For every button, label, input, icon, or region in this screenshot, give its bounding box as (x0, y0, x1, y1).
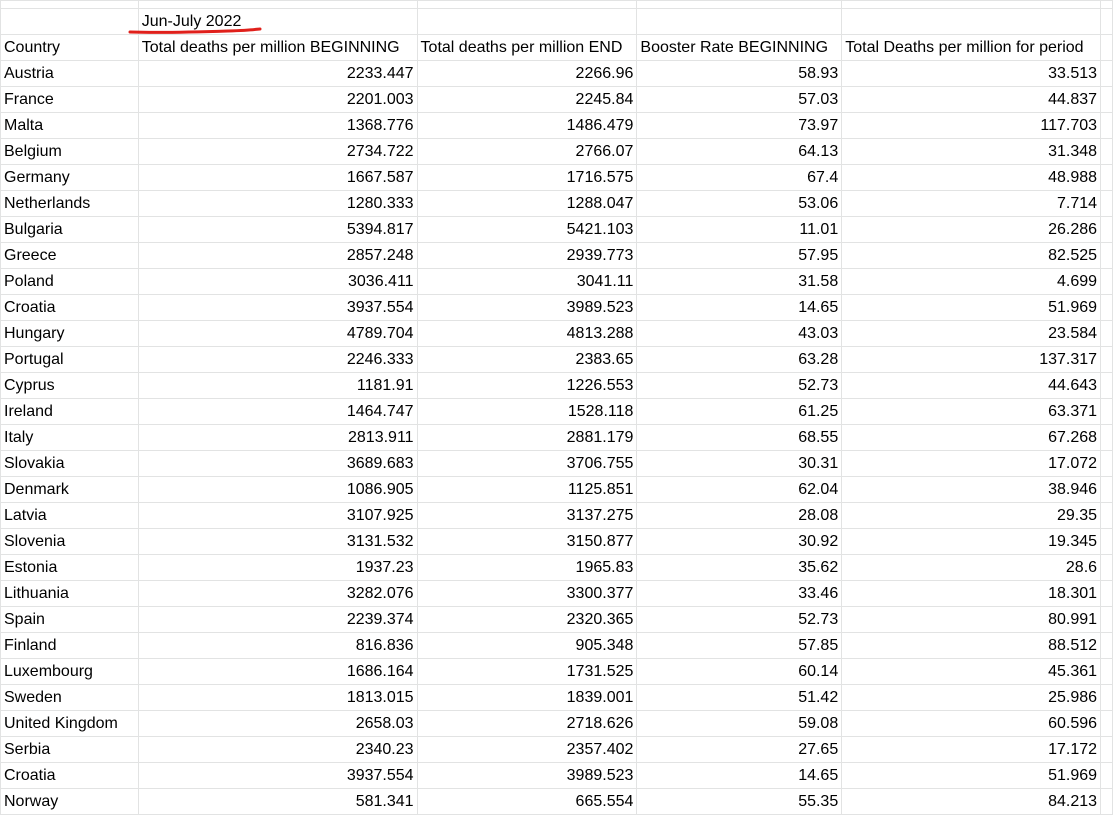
country-cell[interactable]: Luxembourg (1, 659, 139, 685)
value-cell[interactable]: 88.512 (842, 633, 1101, 659)
cell[interactable] (842, 1, 1101, 9)
value-cell[interactable]: 63.28 (637, 347, 842, 373)
country-cell[interactable]: Bulgaria (1, 217, 139, 243)
cell[interactable] (1101, 529, 1113, 555)
value-cell[interactable]: 55.35 (637, 789, 842, 815)
table-row (1, 139, 1113, 165)
value-cell[interactable]: 38.946 (842, 477, 1101, 503)
value-cell[interactable]: 2857.248 (138, 243, 417, 269)
value-cell[interactable]: 84.213 (842, 789, 1101, 815)
value-cell[interactable]: 17.072 (842, 451, 1101, 477)
value-cell[interactable]: 51.969 (842, 763, 1101, 789)
value-cell[interactable]: 3937.554 (138, 763, 417, 789)
value-cell[interactable]: 2939.773 (417, 243, 637, 269)
value-cell[interactable]: 5394.817 (138, 217, 417, 243)
value-cell[interactable]: 3107.925 (138, 503, 417, 529)
value-cell[interactable]: 18.301 (842, 581, 1101, 607)
table-row (1, 685, 1113, 711)
value-cell[interactable]: 57.85 (637, 633, 842, 659)
country-cell[interactable]: Poland (1, 269, 139, 295)
value-cell[interactable]: 82.525 (842, 243, 1101, 269)
country-cell[interactable]: Cyprus (1, 373, 139, 399)
cell[interactable] (1, 1, 139, 9)
country-cell[interactable]: Italy (1, 425, 139, 451)
value-cell[interactable]: 1813.015 (138, 685, 417, 711)
cell[interactable] (1101, 269, 1113, 295)
country-cell[interactable]: Croatia (1, 295, 139, 321)
value-cell[interactable]: 2766.07 (417, 139, 637, 165)
value-cell[interactable]: 52.73 (637, 373, 842, 399)
country-cell[interactable]: Slovenia (1, 529, 139, 555)
value-cell[interactable]: 1716.575 (417, 165, 637, 191)
table-row (1, 633, 1113, 659)
value-cell[interactable]: 581.341 (138, 789, 417, 815)
value-cell[interactable]: 905.348 (417, 633, 637, 659)
value-cell[interactable]: 816.836 (138, 633, 417, 659)
cell[interactable] (417, 1, 637, 9)
value-cell[interactable]: 3137.275 (417, 503, 637, 529)
value-cell[interactable]: 1280.333 (138, 191, 417, 217)
cell[interactable] (842, 9, 1101, 35)
value-cell[interactable]: 45.361 (842, 659, 1101, 685)
value-cell[interactable]: 19.345 (842, 529, 1101, 555)
country-cell[interactable]: Netherlands (1, 191, 139, 217)
country-cell[interactable]: Portugal (1, 347, 139, 373)
cell[interactable] (1101, 61, 1113, 87)
value-cell[interactable]: 2320.365 (417, 607, 637, 633)
cell[interactable] (1101, 295, 1113, 321)
cell[interactable] (1101, 607, 1113, 633)
value-cell[interactable]: 51.42 (637, 685, 842, 711)
value-cell[interactable]: 44.837 (842, 87, 1101, 113)
value-cell[interactable]: 51.969 (842, 295, 1101, 321)
cell[interactable] (1101, 581, 1113, 607)
cell[interactable] (417, 9, 637, 35)
cell[interactable] (1101, 1, 1113, 9)
country-cell[interactable]: Lithuania (1, 581, 139, 607)
value-cell[interactable]: 3989.523 (417, 763, 637, 789)
value-cell[interactable]: 1686.164 (138, 659, 417, 685)
value-cell[interactable]: 7.714 (842, 191, 1101, 217)
cell[interactable] (1101, 503, 1113, 529)
table-row (1, 243, 1113, 269)
value-cell[interactable]: 1226.553 (417, 373, 637, 399)
cell[interactable] (1101, 321, 1113, 347)
value-cell[interactable]: 17.172 (842, 737, 1101, 763)
cell[interactable] (1101, 425, 1113, 451)
value-cell[interactable]: 1288.047 (417, 191, 637, 217)
country-cell[interactable]: Serbia (1, 737, 139, 763)
cell[interactable] (1101, 399, 1113, 425)
period-row (1, 9, 1113, 35)
value-cell[interactable]: 28.08 (637, 503, 842, 529)
value-cell[interactable]: 1731.525 (417, 659, 637, 685)
value-cell[interactable]: 1464.747 (138, 399, 417, 425)
value-cell[interactable]: 2340.23 (138, 737, 417, 763)
value-cell[interactable]: 68.55 (637, 425, 842, 451)
table-row (1, 373, 1113, 399)
value-cell[interactable]: 2245.84 (417, 87, 637, 113)
value-cell[interactable]: 58.93 (637, 61, 842, 87)
country-cell[interactable]: United Kingdom (1, 711, 139, 737)
value-cell[interactable]: 33.46 (637, 581, 842, 607)
value-cell[interactable]: 35.62 (637, 555, 842, 581)
cell[interactable] (637, 1, 842, 9)
table-row (1, 451, 1113, 477)
country-cell[interactable]: Hungary (1, 321, 139, 347)
cell[interactable] (1, 9, 139, 35)
value-cell[interactable]: 80.991 (842, 607, 1101, 633)
table-row (1, 269, 1113, 295)
value-cell[interactable]: 1181.91 (138, 373, 417, 399)
country-cell[interactable]: Austria (1, 61, 139, 87)
value-cell[interactable]: 1839.001 (417, 685, 637, 711)
value-cell[interactable]: 665.554 (417, 789, 637, 815)
value-cell[interactable]: 59.08 (637, 711, 842, 737)
value-cell[interactable]: 57.95 (637, 243, 842, 269)
value-cell[interactable]: 44.643 (842, 373, 1101, 399)
table-row (1, 581, 1113, 607)
table-row (1, 295, 1113, 321)
country-cell[interactable]: Finland (1, 633, 139, 659)
cell[interactable] (1101, 737, 1113, 763)
value-cell[interactable]: 2718.626 (417, 711, 637, 737)
value-cell[interactable]: 62.04 (637, 477, 842, 503)
value-cell[interactable]: 28.6 (842, 555, 1101, 581)
value-cell[interactable]: 33.513 (842, 61, 1101, 87)
cell[interactable] (1101, 633, 1113, 659)
value-cell[interactable]: 53.06 (637, 191, 842, 217)
cell[interactable] (1101, 243, 1113, 269)
value-cell[interactable]: 26.286 (842, 217, 1101, 243)
cell[interactable] (1101, 217, 1113, 243)
cell[interactable] (1101, 35, 1113, 61)
country-cell[interactable]: Denmark (1, 477, 139, 503)
value-cell[interactable]: 5421.103 (417, 217, 637, 243)
cell[interactable] (1101, 555, 1113, 581)
value-cell[interactable]: 1486.479 (417, 113, 637, 139)
value-cell[interactable]: 4.699 (842, 269, 1101, 295)
table-row (1, 607, 1113, 633)
value-cell[interactable]: 52.73 (637, 607, 842, 633)
cell[interactable] (1101, 165, 1113, 191)
value-cell[interactable]: 60.14 (637, 659, 842, 685)
country-cell[interactable]: Slovakia (1, 451, 139, 477)
header-cell-deaths-beginning[interactable]: Total deaths per million BEGINNING (138, 35, 417, 61)
value-cell[interactable]: 3131.532 (138, 529, 417, 555)
header-row (1, 35, 1113, 61)
country-cell[interactable]: Malta (1, 113, 139, 139)
value-cell[interactable]: 11.01 (637, 217, 842, 243)
table-row (1, 399, 1113, 425)
country-cell[interactable]: Ireland (1, 399, 139, 425)
value-cell[interactable]: 61.25 (637, 399, 842, 425)
cell[interactable] (637, 9, 842, 35)
value-cell[interactable]: 67.4 (637, 165, 842, 191)
value-cell[interactable]: 1086.905 (138, 477, 417, 503)
header-cell-deaths-period[interactable]: Total Deaths per million for period (842, 35, 1101, 61)
value-cell[interactable]: 2658.03 (138, 711, 417, 737)
country-cell[interactable]: Germany (1, 165, 139, 191)
value-cell[interactable]: 25.986 (842, 685, 1101, 711)
value-cell[interactable]: 4789.704 (138, 321, 417, 347)
value-cell[interactable]: 57.03 (637, 87, 842, 113)
value-cell[interactable]: 2357.402 (417, 737, 637, 763)
cell[interactable] (1101, 139, 1113, 165)
value-cell[interactable]: 2813.911 (138, 425, 417, 451)
value-cell[interactable]: 2734.722 (138, 139, 417, 165)
value-cell[interactable]: 67.268 (842, 425, 1101, 451)
value-cell[interactable]: 1667.587 (138, 165, 417, 191)
country-cell[interactable]: Spain (1, 607, 139, 633)
value-cell[interactable]: 1528.118 (417, 399, 637, 425)
cell[interactable] (1101, 347, 1113, 373)
country-cell[interactable]: Croatia (1, 763, 139, 789)
table-row (1, 659, 1113, 685)
cell[interactable] (1101, 685, 1113, 711)
country-cell[interactable]: Latvia (1, 503, 139, 529)
value-cell[interactable]: 63.371 (842, 399, 1101, 425)
table-row (1, 503, 1113, 529)
table-row (1, 217, 1113, 243)
value-cell[interactable]: 2233.447 (138, 61, 417, 87)
cell[interactable] (138, 1, 417, 9)
value-cell[interactable]: 3706.755 (417, 451, 637, 477)
value-cell[interactable]: 23.584 (842, 321, 1101, 347)
value-cell[interactable]: 3300.377 (417, 581, 637, 607)
table-row (1, 477, 1113, 503)
value-cell[interactable]: 3036.411 (138, 269, 417, 295)
country-cell[interactable]: France (1, 87, 139, 113)
value-cell[interactable]: 137.317 (842, 347, 1101, 373)
table-row (1, 529, 1113, 555)
value-cell[interactable]: 31.58 (637, 269, 842, 295)
table-row (1, 87, 1113, 113)
table-row (1, 321, 1113, 347)
value-cell[interactable]: 3937.554 (138, 295, 417, 321)
value-cell[interactable]: 4813.288 (417, 321, 637, 347)
period-label: Jun-July 2022 (141, 13, 242, 30)
value-cell[interactable]: 1368.776 (138, 113, 417, 139)
cell[interactable] (1101, 87, 1113, 113)
value-cell[interactable]: 2266.96 (417, 61, 637, 87)
value-cell[interactable]: 1125.851 (417, 477, 637, 503)
value-cell[interactable]: 3989.523 (417, 295, 637, 321)
table-row (1, 61, 1113, 87)
value-cell[interactable]: 2383.65 (417, 347, 637, 373)
cell[interactable] (1101, 477, 1113, 503)
cell[interactable] (1101, 711, 1113, 737)
value-cell[interactable]: 48.988 (842, 165, 1101, 191)
value-cell[interactable]: 1937.23 (138, 555, 417, 581)
period-label-cell[interactable] (138, 9, 417, 35)
cell[interactable] (1101, 9, 1113, 35)
header-cell-deaths-end[interactable]: Total deaths per million END (417, 35, 637, 61)
cell[interactable] (1101, 191, 1113, 217)
table-row (1, 555, 1113, 581)
table-row (1, 347, 1113, 373)
header-cell-country[interactable]: Country (1, 35, 139, 61)
value-cell[interactable]: 14.65 (637, 763, 842, 789)
value-cell[interactable]: 30.31 (637, 451, 842, 477)
table-row (1, 789, 1113, 815)
country-cell[interactable]: Estonia (1, 555, 139, 581)
value-cell[interactable]: 3689.683 (138, 451, 417, 477)
cell[interactable] (1101, 373, 1113, 399)
value-cell[interactable]: 43.03 (637, 321, 842, 347)
value-cell[interactable]: 2881.179 (417, 425, 637, 451)
table-row (1, 737, 1113, 763)
value-cell[interactable]: 3041.11 (417, 269, 637, 295)
country-cell[interactable]: Greece (1, 243, 139, 269)
cell[interactable] (1101, 763, 1113, 789)
value-cell[interactable]: 1965.83 (417, 555, 637, 581)
value-cell[interactable]: 60.596 (842, 711, 1101, 737)
country-cell[interactable]: Norway (1, 789, 139, 815)
cell[interactable] (1101, 659, 1113, 685)
country-cell[interactable]: Sweden (1, 685, 139, 711)
value-cell[interactable]: 64.13 (637, 139, 842, 165)
value-cell[interactable]: 2246.333 (138, 347, 417, 373)
cell[interactable] (1101, 113, 1113, 139)
top-blank-row (1, 1, 1113, 9)
value-cell[interactable]: 31.348 (842, 139, 1101, 165)
value-cell[interactable]: 73.97 (637, 113, 842, 139)
cell[interactable] (1101, 451, 1113, 477)
value-cell[interactable]: 27.65 (637, 737, 842, 763)
table-row (1, 763, 1113, 789)
table-row (1, 191, 1113, 217)
country-cell[interactable]: Belgium (1, 139, 139, 165)
table-row (1, 425, 1113, 451)
value-cell[interactable]: 3282.076 (138, 581, 417, 607)
value-cell[interactable]: 3150.877 (417, 529, 637, 555)
header-cell-booster-rate[interactable]: Booster Rate BEGINNING (637, 35, 842, 61)
table-row (1, 165, 1113, 191)
value-cell[interactable]: 29.35 (842, 503, 1101, 529)
value-cell[interactable]: 2239.374 (138, 607, 417, 633)
table-row (1, 113, 1113, 139)
cell[interactable] (1101, 789, 1113, 815)
value-cell[interactable]: 2201.003 (138, 87, 417, 113)
table-row (1, 711, 1113, 737)
value-cell[interactable]: 14.65 (637, 295, 842, 321)
value-cell[interactable]: 30.92 (637, 529, 842, 555)
value-cell[interactable]: 117.703 (842, 113, 1101, 139)
